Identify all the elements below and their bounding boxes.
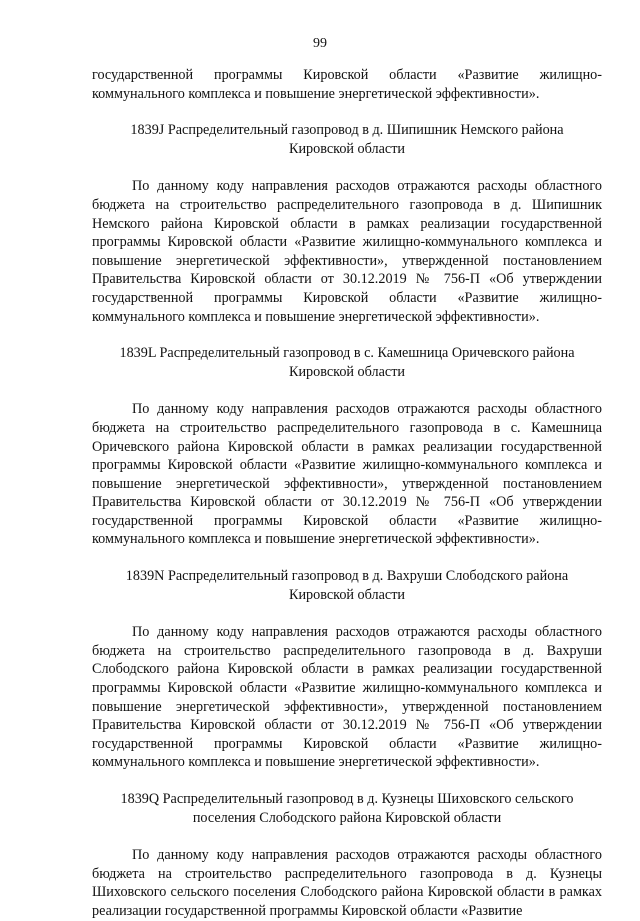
section-body-1839n: По данному коду направления расходов отражаются расходы областного бюджета на строительство распределительного газопровода в д. Вахруши Слободского района Кировской области в рамках реализации государственной программы Кировской области «Развитие жилищно-коммунального комплекса и повышение энергетической эффективности», утвержденной постановлением Правительства Кировской области от 30.12.2019 № 756-П «Об утверждении государственной программы Кировской области «Развитие жилищно-коммунального комплекса и повышение энергетической эффективности».	[92, 624, 602, 771]
section-body-1839l: По данному коду направления расходов отражаются расходы областного бюджета на строительство распределительного газопровода в с. Камешница Оричевского района Кировской области в рамках реализации государственной программы Кировской области «Развитие жилищно-коммунального комплекса и повышение энергетической эффективности», утвержденной постановлением Правительства Кировской области от 30.12.2019 № 756-П «Об утверждении государственной программы Кировской области «Развитие жилищно-коммунального комплекса и повышение энергетической эффективности».	[92, 401, 602, 548]
section-heading-1839l: 1839L Распределительный газопровод в с. Камешница Оричевского района Кировской области	[119, 345, 575, 380]
section-body-1839j: По данному коду направления расходов отражаются расходы областного бюджета на строительство распределительного газопровода в д. Шипишник Немского района Кировской области в рамках реализации государственной программы Кировской области «Развитие жилищно-коммунального комплекса и повышение энергетической эффективности», утвержденной постановлением Правительства Кировской области от 30.12.2019 № 756-П «Об утверждении государственной программы Кировской области «Развитие жилищно-коммунального комплекса и повышение энергетической эффективности».	[92, 178, 602, 325]
intro-paragraph: государственной программы Кировской области «Развитие жилищно-коммунального комплекса и повышение энергетической эффективности».	[92, 67, 602, 102]
section-heading-1839q: 1839Q Распределительный газопровод в д. Кузнецы Шиховского сельского поселения Слободского района Кировской области	[120, 791, 574, 826]
section-heading-1839j: 1839J Распределительный газопровод в д. Шипишник Немского района Кировской области	[130, 122, 564, 157]
document-body	[92, 66, 602, 921]
section-body-1839q: По данному коду направления расходов отражаются расходы областного бюджета на строительство распределительного газопровода в д. Кузнецы Шиховского сельского поселения Слободского района Кировской области в рамках реализации государственной программы Кировской области «Развитие	[92, 847, 602, 919]
page-number: 99	[313, 36, 327, 51]
section-heading-1839n: 1839N Распределительный газопровод в д. Вахруши Слободского района Кировской области	[125, 568, 569, 603]
